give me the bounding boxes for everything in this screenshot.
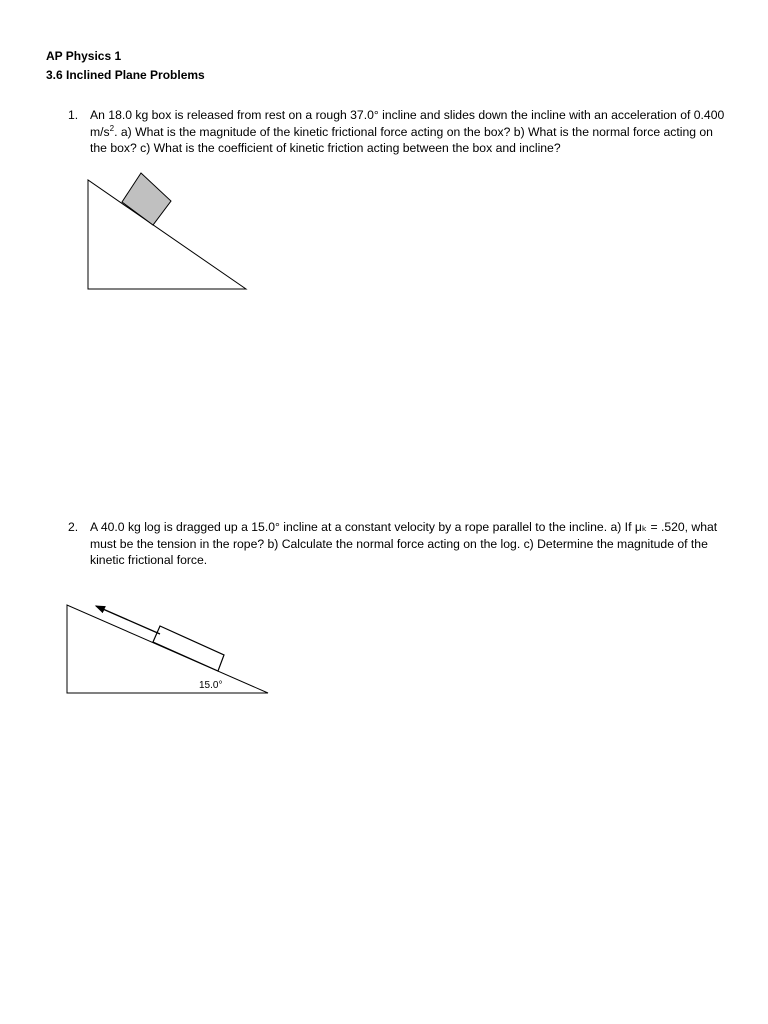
rope-arrow	[96, 606, 160, 634]
incline-diagram-1	[80, 168, 250, 293]
problem-2	[68, 519, 728, 569]
units-exponent: 2	[109, 123, 115, 133]
box	[122, 173, 171, 225]
problem-text-part1: An 18.0 kg box is released from rest on a rough 37.0° incline and slides down the incline with an acceleration of 0.400 m/s	[90, 108, 725, 139]
course-name: AP Physics 1	[46, 49, 122, 63]
problem-number: 2.	[68, 520, 79, 534]
worksheet-header	[46, 47, 205, 85]
incline-triangle	[88, 180, 246, 289]
angle-label: 15.0°	[199, 680, 223, 691]
problem-text-part2: . a) What is the magnitude of the kinetic frictional force acting on the box? b) What is the normal force acting on the box? c) What is the coefficient of kinetic friction acting between the box and incline?	[90, 124, 713, 156]
incline-diagram-2	[60, 598, 275, 698]
problem-text	[90, 107, 728, 157]
problem-1	[68, 107, 728, 157]
problem-text: A 40.0 kg log is dragged up a 15.0° incline at a constant velocity by a rope parallel to the incline. a) If μₖ = .520, what must be the tension in the rope? b) Calculate the normal force acting on the log. c) Determine the magnitude of the kinetic frictional force.	[90, 520, 718, 568]
problem-number: 1.	[68, 108, 79, 122]
worksheet-title: 3.6 Inclined Plane Problems	[46, 68, 205, 82]
log	[153, 626, 224, 671]
